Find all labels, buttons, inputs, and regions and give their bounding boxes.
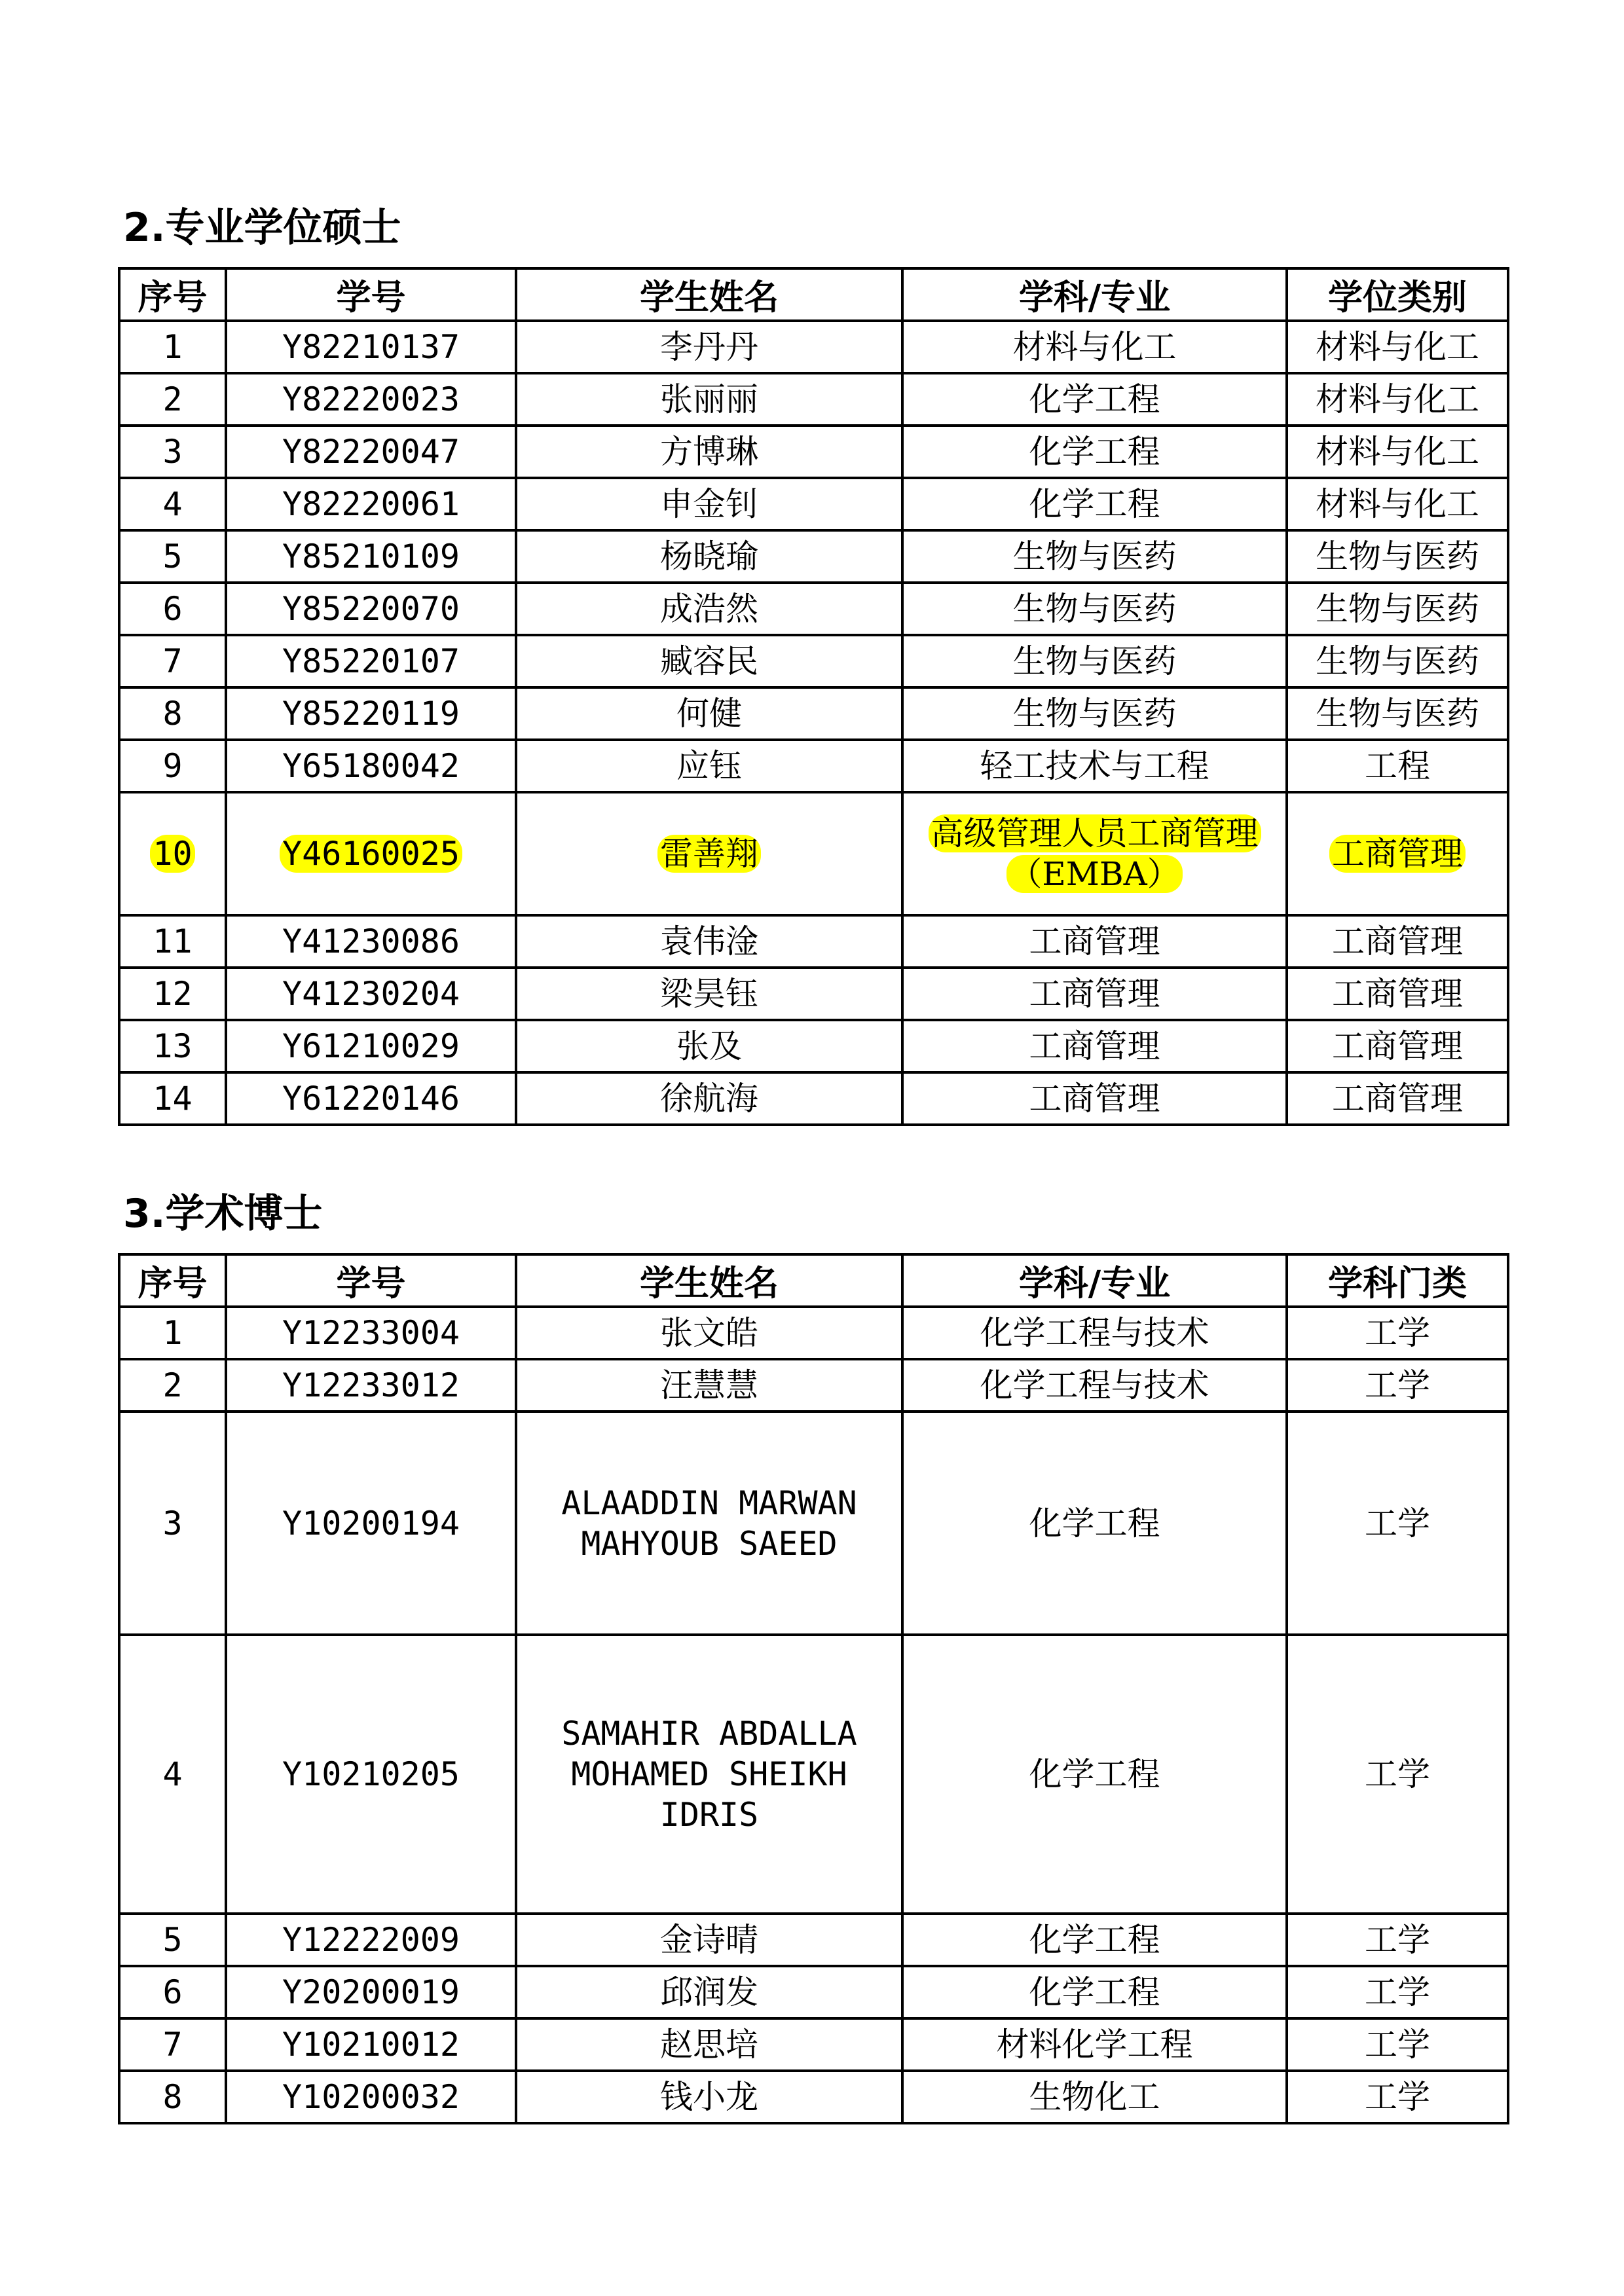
table-row <box>119 321 1508 373</box>
category-cell: 工学 <box>1287 1914 1508 1966</box>
table-row <box>119 1307 1508 1359</box>
seq-cell: 12 <box>119 968 226 1020</box>
student-id-cell: Y12222009 <box>226 1914 516 1966</box>
category-cell: 工学 <box>1287 1412 1508 1635</box>
category-cell: 材料与化工 <box>1287 373 1508 426</box>
student-name-cell: 李丹丹 <box>516 321 902 373</box>
table-row <box>119 1072 1508 1125</box>
student-id-cell: Y10210205 <box>226 1635 516 1914</box>
student-name-cell: 申金钊 <box>516 478 902 530</box>
category-cell: 材料与化工 <box>1287 426 1508 478</box>
student-name-cell: 汪慧慧 <box>516 1359 902 1412</box>
major-cell: 化学工程 <box>902 1635 1287 1914</box>
category-cell: 材料与化工 <box>1287 321 1508 373</box>
seq-cell: 11 <box>119 915 226 968</box>
student-name-cell: SAMAHIR ABDALLA MOHAMED SHEIKH IDRIS <box>516 1635 902 1914</box>
student-name-cell: 何健 <box>516 687 902 740</box>
header-seq: 序号 <box>119 268 226 321</box>
header-student-id: 学号 <box>226 268 516 321</box>
major-cell: 生物化工 <box>902 2071 1287 2123</box>
category-cell: 生物与医药 <box>1287 635 1508 687</box>
header-student-name: 学生姓名 <box>516 1254 902 1307</box>
header-major: 学科/专业 <box>902 1254 1287 1307</box>
student-id-cell: Y85220119 <box>226 687 516 740</box>
table-row <box>119 968 1508 1020</box>
table-header-row <box>119 1254 1508 1307</box>
table-row <box>119 2018 1508 2071</box>
seq-cell: 4 <box>119 1635 226 1914</box>
seq-cell: 7 <box>119 2018 226 2071</box>
header-major: 学科/专业 <box>902 268 1287 321</box>
major-cell: 材料与化工 <box>902 321 1287 373</box>
table-row <box>119 373 1508 426</box>
student-id-cell: Y20200019 <box>226 1966 516 2018</box>
highlight-mark: 雷善翔 <box>657 835 761 873</box>
major-cell: 化学工程 <box>902 1966 1287 2018</box>
student-id-cell: Y82220023 <box>226 373 516 426</box>
major-cell: 化学工程与技术 <box>902 1307 1287 1359</box>
highlight-mark: 10 <box>150 835 194 873</box>
category-cell: 生物与医药 <box>1287 530 1508 583</box>
major-cell: 化学工程 <box>902 1914 1287 1966</box>
student-name-cell: 袁伟淦 <box>516 915 902 968</box>
student-name-cell: 应钰 <box>516 740 902 792</box>
category-cell: 工学 <box>1287 1635 1508 1914</box>
section-title-academic-doctorate: 3.学术博士 <box>123 1191 323 1237</box>
seq-cell: 14 <box>119 1072 226 1125</box>
category-cell: 工学 <box>1287 2071 1508 2123</box>
academic-doctorate-table <box>118 1253 1509 2124</box>
table-header-row <box>119 268 1508 321</box>
student-id-cell: Y65180042 <box>226 740 516 792</box>
header-degree-category: 学位类别 <box>1287 268 1508 321</box>
table-row <box>119 478 1508 530</box>
student-name-cell: 张及 <box>516 1020 902 1072</box>
seq-cell: 2 <box>119 373 226 426</box>
student-name-cell: 杨晓瑜 <box>516 530 902 583</box>
category-cell: 生物与医药 <box>1287 687 1508 740</box>
category-cell: 工程 <box>1287 740 1508 792</box>
student-id-cell: Y10210012 <box>226 2018 516 2071</box>
major-cell: 工商管理 <box>902 1020 1287 1072</box>
category-cell: 工学 <box>1287 2018 1508 2071</box>
seq-cell: 3 <box>119 426 226 478</box>
major-cell: 材料化学工程 <box>902 2018 1287 2071</box>
major-cell: 生物与医药 <box>902 530 1287 583</box>
student-id-cell: Y61210029 <box>226 1020 516 1072</box>
major-cell: 生物与医药 <box>902 635 1287 687</box>
category-cell: 工商管理 <box>1287 915 1508 968</box>
table-row <box>119 2071 1508 2123</box>
header-seq: 序号 <box>119 1254 226 1307</box>
table-row <box>119 1635 1508 1914</box>
table-row <box>119 1020 1508 1072</box>
student-id-cell: Y10200194 <box>226 1412 516 1635</box>
category-cell: 工商管理 <box>1287 968 1508 1020</box>
student-name-cell: 金诗晴 <box>516 1914 902 1966</box>
major-cell: 生物与医药 <box>902 687 1287 740</box>
student-id-cell: Y85210109 <box>226 530 516 583</box>
major-cell: 化学工程 <box>902 1412 1287 1635</box>
student-name-cell: 邱润发 <box>516 1966 902 2018</box>
table-row <box>119 530 1508 583</box>
student-id-cell: Y85220070 <box>226 583 516 635</box>
table-row <box>119 1966 1508 2018</box>
category-cell: 工商管理 <box>1287 1020 1508 1072</box>
major-cell: 生物与医药 <box>902 583 1287 635</box>
seq-cell: 8 <box>119 2071 226 2123</box>
table-row <box>119 915 1508 968</box>
student-name-cell: 张文皓 <box>516 1307 902 1359</box>
section-title-professional-masters: 2.专业学位硕士 <box>123 205 401 251</box>
student-id-cell <box>226 792 516 915</box>
seq-cell: 7 <box>119 635 226 687</box>
seq-cell: 3 <box>119 1412 226 1635</box>
category-cell: 工学 <box>1287 1966 1508 2018</box>
highlight-mark: Y46160025 <box>280 835 462 873</box>
student-id-cell: Y82220061 <box>226 478 516 530</box>
category-cell: 材料与化工 <box>1287 478 1508 530</box>
student-name-cell: 张丽丽 <box>516 373 902 426</box>
seq-cell: 2 <box>119 1359 226 1412</box>
table-row <box>119 1412 1508 1635</box>
student-name-cell: 梁昊钰 <box>516 968 902 1020</box>
highlight-mark: 工商管理 <box>1329 835 1466 873</box>
table-row-highlighted <box>119 792 1508 915</box>
table-row <box>119 1914 1508 1966</box>
seq-cell: 1 <box>119 1307 226 1359</box>
header-student-name: 学生姓名 <box>516 268 902 321</box>
seq-cell: 5 <box>119 530 226 583</box>
student-id-cell: Y10200032 <box>226 2071 516 2123</box>
seq-cell: 13 <box>119 1020 226 1072</box>
major-cell: 轻工技术与工程 <box>902 740 1287 792</box>
student-id-cell: Y61220146 <box>226 1072 516 1125</box>
student-id-cell: Y12233012 <box>226 1359 516 1412</box>
student-name-cell: 臧容民 <box>516 635 902 687</box>
table-row <box>119 687 1508 740</box>
major-cell: 化学工程 <box>902 373 1287 426</box>
seq-cell: 9 <box>119 740 226 792</box>
category-cell: 工学 <box>1287 1307 1508 1359</box>
major-cell: 工商管理 <box>902 1072 1287 1125</box>
student-name-cell: 徐航海 <box>516 1072 902 1125</box>
category-cell: 工学 <box>1287 1359 1508 1412</box>
student-id-cell: Y85220107 <box>226 635 516 687</box>
student-id-cell: Y82210137 <box>226 321 516 373</box>
header-discipline-category: 学科门类 <box>1287 1254 1508 1307</box>
category-cell <box>1287 792 1508 915</box>
seq-cell: 6 <box>119 583 226 635</box>
seq-cell: 6 <box>119 1966 226 2018</box>
table-row <box>119 426 1508 478</box>
header-student-id: 学号 <box>226 1254 516 1307</box>
major-cell: 工商管理 <box>902 915 1287 968</box>
seq-cell: 5 <box>119 1914 226 1966</box>
seq-cell: 8 <box>119 687 226 740</box>
student-id-cell: Y41230086 <box>226 915 516 968</box>
student-name-cell: 成浩然 <box>516 583 902 635</box>
student-id-cell: Y12233004 <box>226 1307 516 1359</box>
highlight-mark: 高级管理人员工商管理（EMBA） <box>929 814 1261 893</box>
student-id-cell: Y82220047 <box>226 426 516 478</box>
table-row <box>119 740 1508 792</box>
category-cell: 工商管理 <box>1287 1072 1508 1125</box>
category-cell: 生物与医药 <box>1287 583 1508 635</box>
major-cell: 化学工程与技术 <box>902 1359 1287 1412</box>
major-cell: 工商管理 <box>902 968 1287 1020</box>
major-cell <box>902 792 1287 915</box>
seq-cell: 1 <box>119 321 226 373</box>
student-name-cell <box>516 792 902 915</box>
major-cell: 化学工程 <box>902 426 1287 478</box>
student-name-cell: 赵思培 <box>516 2018 902 2071</box>
table-row <box>119 583 1508 635</box>
seq-cell <box>119 792 226 915</box>
table-row <box>119 1359 1508 1412</box>
seq-cell: 4 <box>119 478 226 530</box>
student-name-cell: 钱小龙 <box>516 2071 902 2123</box>
professional-masters-table <box>118 267 1509 1126</box>
student-name-cell: ALAADDIN MARWAN MAHYOUB SAEED <box>516 1412 902 1635</box>
table-row <box>119 635 1508 687</box>
student-name-cell: 方博琳 <box>516 426 902 478</box>
major-cell: 化学工程 <box>902 478 1287 530</box>
student-id-cell: Y41230204 <box>226 968 516 1020</box>
